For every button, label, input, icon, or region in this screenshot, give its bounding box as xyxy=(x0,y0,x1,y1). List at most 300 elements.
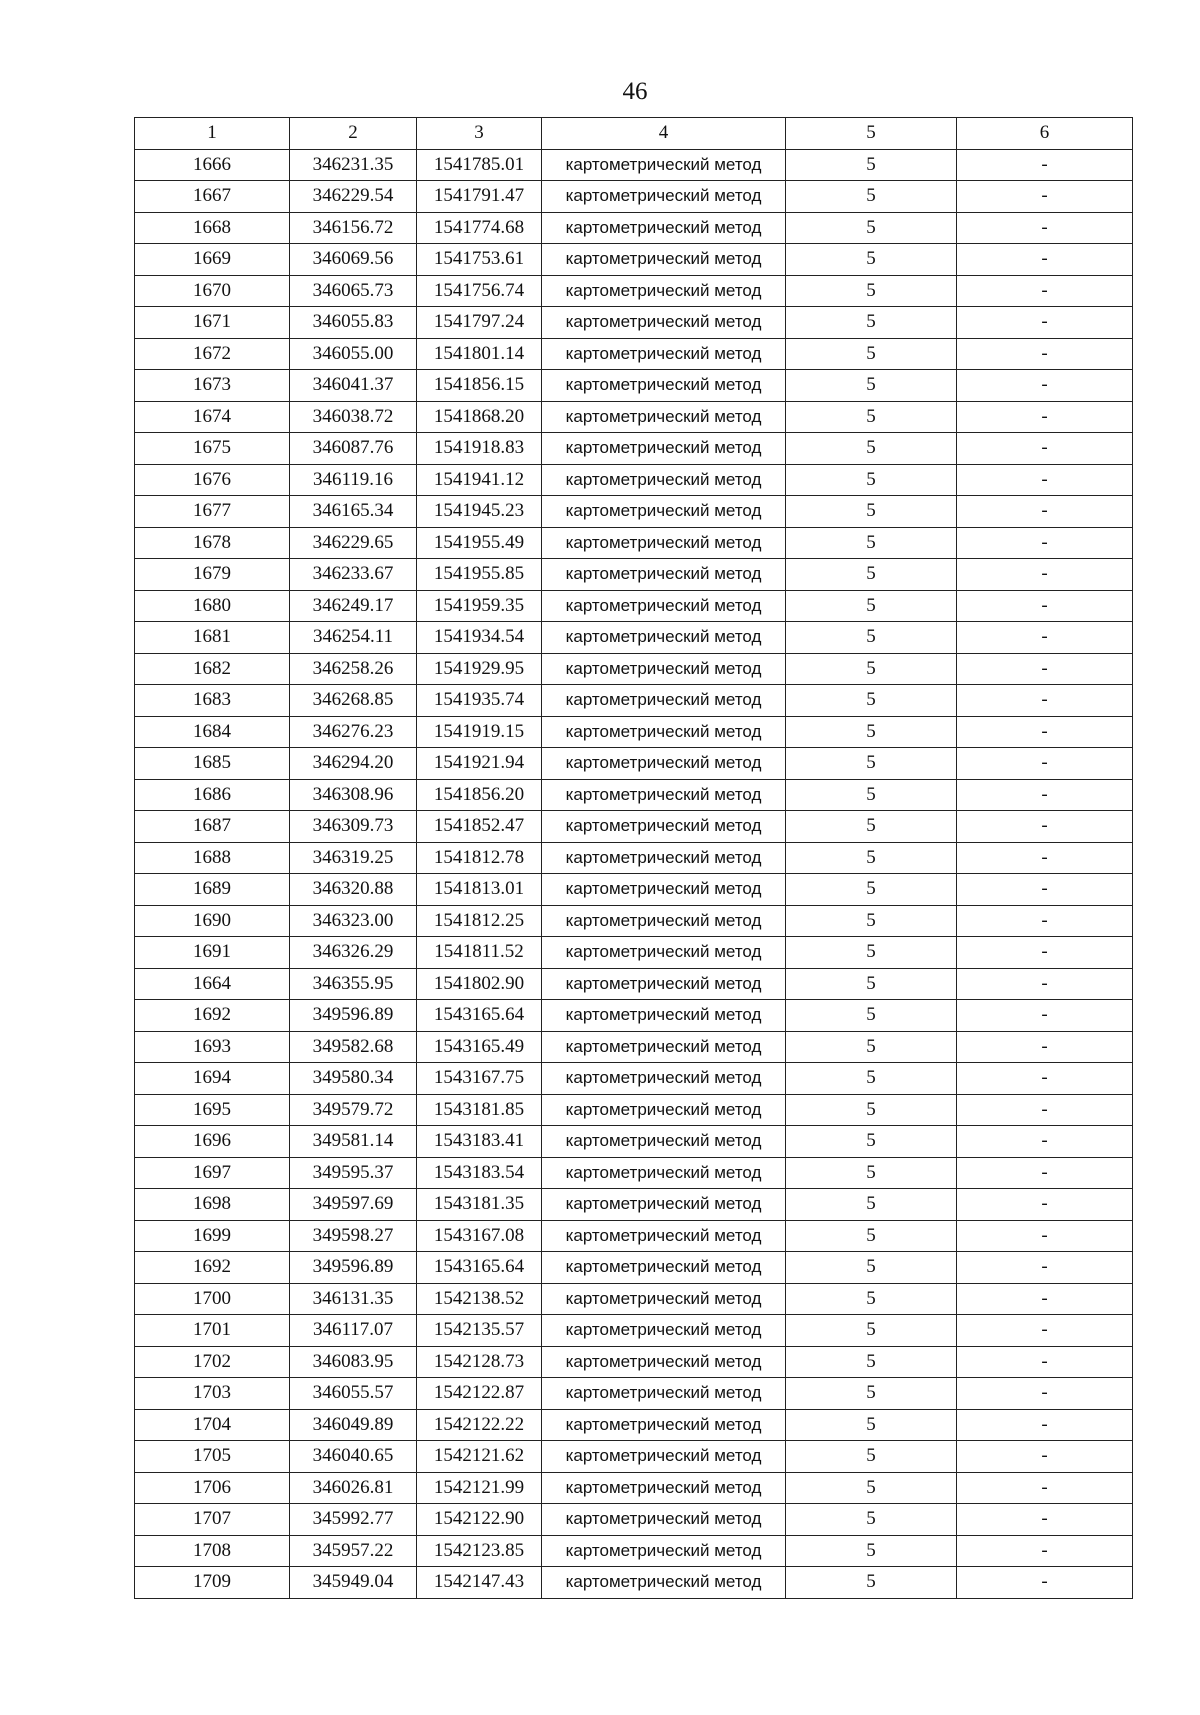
accuracy-cell: 5 xyxy=(786,1409,957,1441)
y-coordinate-cell: 1542121.62 xyxy=(417,1441,542,1473)
table-row xyxy=(135,1220,1133,1252)
x-coordinate-cell: 346258.26 xyxy=(290,653,417,685)
accuracy-cell: 5 xyxy=(786,1157,957,1189)
x-coordinate-cell: 346055.57 xyxy=(290,1378,417,1410)
note-cell: - xyxy=(957,244,1133,276)
note-cell: - xyxy=(957,149,1133,181)
column-header: 5 xyxy=(786,118,957,150)
table-row xyxy=(135,1189,1133,1221)
y-coordinate-cell: 1541785.01 xyxy=(417,149,542,181)
note-cell: - xyxy=(957,1409,1133,1441)
table-row xyxy=(135,401,1133,433)
point-number-cell: 1678 xyxy=(135,527,290,559)
point-number-cell: 1697 xyxy=(135,1157,290,1189)
accuracy-cell: 5 xyxy=(786,1063,957,1095)
x-coordinate-cell: 346083.95 xyxy=(290,1346,417,1378)
point-number-cell: 1681 xyxy=(135,622,290,654)
table-row xyxy=(135,1252,1133,1284)
x-coordinate-cell: 346231.35 xyxy=(290,149,417,181)
y-coordinate-cell: 1541774.68 xyxy=(417,212,542,244)
table-row xyxy=(135,1283,1133,1315)
x-coordinate-cell: 346229.65 xyxy=(290,527,417,559)
method-cell: картометрический метод xyxy=(542,1000,786,1032)
point-number-cell: 1676 xyxy=(135,464,290,496)
y-coordinate-cell: 1541813.01 xyxy=(417,874,542,906)
table-row xyxy=(135,590,1133,622)
point-number-cell: 1667 xyxy=(135,181,290,213)
y-coordinate-cell: 1541955.85 xyxy=(417,559,542,591)
accuracy-cell: 5 xyxy=(786,1252,957,1284)
accuracy-cell: 5 xyxy=(786,716,957,748)
table-row xyxy=(135,181,1133,213)
accuracy-cell: 5 xyxy=(786,1094,957,1126)
table-row xyxy=(135,905,1133,937)
method-cell: картометрический метод xyxy=(542,1409,786,1441)
x-coordinate-cell: 346131.35 xyxy=(290,1283,417,1315)
note-cell: - xyxy=(957,212,1133,244)
point-number-cell: 1687 xyxy=(135,811,290,843)
table-row xyxy=(135,811,1133,843)
accuracy-cell: 5 xyxy=(786,1472,957,1504)
note-cell: - xyxy=(957,1189,1133,1221)
method-cell: картометрический метод xyxy=(542,212,786,244)
y-coordinate-cell: 1541812.78 xyxy=(417,842,542,874)
point-number-cell: 1685 xyxy=(135,748,290,780)
method-cell: картометрический метод xyxy=(542,1220,786,1252)
table-row xyxy=(135,370,1133,402)
method-cell: картометрический метод xyxy=(542,685,786,717)
note-cell: - xyxy=(957,181,1133,213)
accuracy-cell: 5 xyxy=(786,811,957,843)
y-coordinate-cell: 1541919.15 xyxy=(417,716,542,748)
table-row xyxy=(135,1126,1133,1158)
point-number-cell: 1684 xyxy=(135,716,290,748)
y-coordinate-cell: 1541852.47 xyxy=(417,811,542,843)
method-cell: картометрический метод xyxy=(542,968,786,1000)
accuracy-cell: 5 xyxy=(786,905,957,937)
point-number-cell: 1705 xyxy=(135,1441,290,1473)
y-coordinate-cell: 1541756.74 xyxy=(417,275,542,307)
method-cell: картометрический метод xyxy=(542,307,786,339)
table-row xyxy=(135,496,1133,528)
method-cell: картометрический метод xyxy=(542,1063,786,1095)
accuracy-cell: 5 xyxy=(786,874,957,906)
method-cell: картометрический метод xyxy=(542,937,786,969)
accuracy-cell: 5 xyxy=(786,1378,957,1410)
x-coordinate-cell: 346055.00 xyxy=(290,338,417,370)
method-cell: картометрический метод xyxy=(542,559,786,591)
accuracy-cell: 5 xyxy=(786,1535,957,1567)
y-coordinate-cell: 1541868.20 xyxy=(417,401,542,433)
method-cell: картометрический метод xyxy=(542,1315,786,1347)
point-number-cell: 1669 xyxy=(135,244,290,276)
note-cell: - xyxy=(957,1126,1133,1158)
point-number-cell: 1698 xyxy=(135,1189,290,1221)
point-number-cell: 1694 xyxy=(135,1063,290,1095)
accuracy-cell: 5 xyxy=(786,622,957,654)
x-coordinate-cell: 346026.81 xyxy=(290,1472,417,1504)
y-coordinate-cell: 1541791.47 xyxy=(417,181,542,213)
note-cell: - xyxy=(957,1472,1133,1504)
x-coordinate-cell: 346233.67 xyxy=(290,559,417,591)
table-row xyxy=(135,1504,1133,1536)
note-cell: - xyxy=(957,527,1133,559)
point-number-cell: 1668 xyxy=(135,212,290,244)
point-number-cell: 1670 xyxy=(135,275,290,307)
x-coordinate-cell: 346320.88 xyxy=(290,874,417,906)
note-cell: - xyxy=(957,622,1133,654)
point-number-cell: 1709 xyxy=(135,1567,290,1599)
accuracy-cell: 5 xyxy=(786,181,957,213)
x-coordinate-cell: 346268.85 xyxy=(290,685,417,717)
y-coordinate-cell: 1542135.57 xyxy=(417,1315,542,1347)
method-cell: картометрический метод xyxy=(542,1094,786,1126)
table-row xyxy=(135,748,1133,780)
table-row xyxy=(135,1472,1133,1504)
method-cell: картометрический метод xyxy=(542,1567,786,1599)
accuracy-cell: 5 xyxy=(786,1000,957,1032)
note-cell: - xyxy=(957,874,1133,906)
note-cell: - xyxy=(957,1252,1133,1284)
x-coordinate-cell: 349579.72 xyxy=(290,1094,417,1126)
accuracy-cell: 5 xyxy=(786,433,957,465)
table-row xyxy=(135,1441,1133,1473)
method-cell: картометрический метод xyxy=(542,1189,786,1221)
y-coordinate-cell: 1543167.75 xyxy=(417,1063,542,1095)
method-cell: картометрический метод xyxy=(542,1126,786,1158)
y-coordinate-cell: 1543181.35 xyxy=(417,1189,542,1221)
table-row xyxy=(135,842,1133,874)
note-cell: - xyxy=(957,464,1133,496)
x-coordinate-cell: 349582.68 xyxy=(290,1031,417,1063)
note-cell: - xyxy=(957,1220,1133,1252)
point-number-cell: 1689 xyxy=(135,874,290,906)
table-row xyxy=(135,1031,1133,1063)
note-cell: - xyxy=(957,716,1133,748)
accuracy-cell: 5 xyxy=(786,1189,957,1221)
x-coordinate-cell: 346041.37 xyxy=(290,370,417,402)
table-row xyxy=(135,653,1133,685)
note-cell: - xyxy=(957,1283,1133,1315)
table-row xyxy=(135,464,1133,496)
y-coordinate-cell: 1543165.64 xyxy=(417,1000,542,1032)
note-cell: - xyxy=(957,590,1133,622)
point-number-cell: 1673 xyxy=(135,370,290,402)
table-row xyxy=(135,1535,1133,1567)
x-coordinate-cell: 346323.00 xyxy=(290,905,417,937)
accuracy-cell: 5 xyxy=(786,1346,957,1378)
note-cell: - xyxy=(957,842,1133,874)
note-cell: - xyxy=(957,811,1133,843)
note-cell: - xyxy=(957,1157,1133,1189)
x-coordinate-cell: 346355.95 xyxy=(290,968,417,1000)
method-cell: картометрический метод xyxy=(542,874,786,906)
note-cell: - xyxy=(957,1567,1133,1599)
y-coordinate-cell: 1541934.54 xyxy=(417,622,542,654)
note-cell: - xyxy=(957,338,1133,370)
table-row xyxy=(135,307,1133,339)
y-coordinate-cell: 1541797.24 xyxy=(417,307,542,339)
accuracy-cell: 5 xyxy=(786,653,957,685)
method-cell: картометрический метод xyxy=(542,149,786,181)
table-row xyxy=(135,685,1133,717)
y-coordinate-cell: 1541802.90 xyxy=(417,968,542,1000)
point-number-cell: 1680 xyxy=(135,590,290,622)
point-number-cell: 1696 xyxy=(135,1126,290,1158)
x-coordinate-cell: 346276.23 xyxy=(290,716,417,748)
method-cell: картометрический метод xyxy=(542,1441,786,1473)
y-coordinate-cell: 1542128.73 xyxy=(417,1346,542,1378)
table-row xyxy=(135,937,1133,969)
table-row xyxy=(135,338,1133,370)
x-coordinate-cell: 346117.07 xyxy=(290,1315,417,1347)
x-coordinate-cell: 346119.16 xyxy=(290,464,417,496)
table-row xyxy=(135,1063,1133,1095)
table-row xyxy=(135,244,1133,276)
x-coordinate-cell: 346165.34 xyxy=(290,496,417,528)
method-cell: картометрический метод xyxy=(542,716,786,748)
table-row xyxy=(135,1157,1133,1189)
point-number-cell: 1693 xyxy=(135,1031,290,1063)
point-number-cell: 1695 xyxy=(135,1094,290,1126)
accuracy-cell: 5 xyxy=(786,937,957,969)
note-cell: - xyxy=(957,496,1133,528)
table-row xyxy=(135,779,1133,811)
y-coordinate-cell: 1541918.83 xyxy=(417,433,542,465)
x-coordinate-cell: 346319.25 xyxy=(290,842,417,874)
note-cell: - xyxy=(957,748,1133,780)
y-coordinate-cell: 1542138.52 xyxy=(417,1283,542,1315)
y-coordinate-cell: 1541959.35 xyxy=(417,590,542,622)
point-number-cell: 1674 xyxy=(135,401,290,433)
point-number-cell: 1701 xyxy=(135,1315,290,1347)
table-row xyxy=(135,559,1133,591)
x-coordinate-cell: 349596.89 xyxy=(290,1252,417,1284)
method-cell: картометрический метод xyxy=(542,275,786,307)
accuracy-cell: 5 xyxy=(786,212,957,244)
note-cell: - xyxy=(957,1504,1133,1536)
point-number-cell: 1691 xyxy=(135,937,290,969)
x-coordinate-cell: 349581.14 xyxy=(290,1126,417,1158)
method-cell: картометрический метод xyxy=(542,905,786,937)
point-number-cell: 1671 xyxy=(135,307,290,339)
x-coordinate-cell: 349597.69 xyxy=(290,1189,417,1221)
accuracy-cell: 5 xyxy=(786,779,957,811)
table-row xyxy=(135,212,1133,244)
x-coordinate-cell: 349580.34 xyxy=(290,1063,417,1095)
x-coordinate-cell: 346326.29 xyxy=(290,937,417,969)
note-cell: - xyxy=(957,905,1133,937)
y-coordinate-cell: 1541955.49 xyxy=(417,527,542,559)
note-cell: - xyxy=(957,401,1133,433)
method-cell: картометрический метод xyxy=(542,401,786,433)
column-header: 1 xyxy=(135,118,290,150)
note-cell: - xyxy=(957,1315,1133,1347)
method-cell: картометрический метод xyxy=(542,244,786,276)
method-cell: картометрический метод xyxy=(542,496,786,528)
x-coordinate-cell: 346049.89 xyxy=(290,1409,417,1441)
column-header: 3 xyxy=(417,118,542,150)
note-cell: - xyxy=(957,275,1133,307)
point-number-cell: 1708 xyxy=(135,1535,290,1567)
accuracy-cell: 5 xyxy=(786,149,957,181)
x-coordinate-cell: 345992.77 xyxy=(290,1504,417,1536)
y-coordinate-cell: 1541812.25 xyxy=(417,905,542,937)
accuracy-cell: 5 xyxy=(786,842,957,874)
accuracy-cell: 5 xyxy=(786,1441,957,1473)
accuracy-cell: 5 xyxy=(786,307,957,339)
y-coordinate-cell: 1543183.41 xyxy=(417,1126,542,1158)
method-cell: картометрический метод xyxy=(542,338,786,370)
method-cell: картометрический метод xyxy=(542,1157,786,1189)
method-cell: картометрический метод xyxy=(542,1252,786,1284)
accuracy-cell: 5 xyxy=(786,1283,957,1315)
point-number-cell: 1692 xyxy=(135,1000,290,1032)
table-row xyxy=(135,1346,1133,1378)
point-number-cell: 1679 xyxy=(135,559,290,591)
point-number-cell: 1704 xyxy=(135,1409,290,1441)
note-cell: - xyxy=(957,370,1133,402)
accuracy-cell: 5 xyxy=(786,1126,957,1158)
accuracy-cell: 5 xyxy=(786,401,957,433)
note-cell: - xyxy=(957,1441,1133,1473)
note-cell: - xyxy=(957,1063,1133,1095)
x-coordinate-cell: 346087.76 xyxy=(290,433,417,465)
x-coordinate-cell: 346229.54 xyxy=(290,181,417,213)
x-coordinate-cell: 346040.65 xyxy=(290,1441,417,1473)
table-row xyxy=(135,874,1133,906)
point-number-cell: 1664 xyxy=(135,968,290,1000)
point-number-cell: 1699 xyxy=(135,1220,290,1252)
table-row xyxy=(135,1567,1133,1599)
accuracy-cell: 5 xyxy=(786,590,957,622)
accuracy-cell: 5 xyxy=(786,968,957,1000)
method-cell: картометрический метод xyxy=(542,779,786,811)
note-cell: - xyxy=(957,968,1133,1000)
table-row xyxy=(135,968,1133,1000)
table-row xyxy=(135,716,1133,748)
method-cell: картометрический метод xyxy=(542,842,786,874)
table-row xyxy=(135,1315,1133,1347)
point-number-cell: 1688 xyxy=(135,842,290,874)
method-cell: картометрический метод xyxy=(542,811,786,843)
table-row xyxy=(135,1094,1133,1126)
y-coordinate-cell: 1541801.14 xyxy=(417,338,542,370)
point-number-cell: 1690 xyxy=(135,905,290,937)
note-cell: - xyxy=(957,1346,1133,1378)
column-header: 2 xyxy=(290,118,417,150)
method-cell: картометрический метод xyxy=(542,1346,786,1378)
x-coordinate-cell: 346309.73 xyxy=(290,811,417,843)
method-cell: картометрический метод xyxy=(542,1472,786,1504)
note-cell: - xyxy=(957,1535,1133,1567)
point-number-cell: 1666 xyxy=(135,149,290,181)
y-coordinate-cell: 1543183.54 xyxy=(417,1157,542,1189)
note-cell: - xyxy=(957,779,1133,811)
method-cell: картометрический метод xyxy=(542,1535,786,1567)
accuracy-cell: 5 xyxy=(786,464,957,496)
column-header: 4 xyxy=(542,118,786,150)
point-number-cell: 1675 xyxy=(135,433,290,465)
table-row xyxy=(135,1000,1133,1032)
x-coordinate-cell: 346069.56 xyxy=(290,244,417,276)
x-coordinate-cell: 346249.17 xyxy=(290,590,417,622)
x-coordinate-cell: 349595.37 xyxy=(290,1157,417,1189)
x-coordinate-cell: 346156.72 xyxy=(290,212,417,244)
note-cell: - xyxy=(957,1094,1133,1126)
note-cell: - xyxy=(957,433,1133,465)
y-coordinate-cell: 1542147.43 xyxy=(417,1567,542,1599)
method-cell: картометрический метод xyxy=(542,464,786,496)
point-number-cell: 1703 xyxy=(135,1378,290,1410)
y-coordinate-cell: 1542121.99 xyxy=(417,1472,542,1504)
note-cell: - xyxy=(957,1378,1133,1410)
table-row xyxy=(135,1409,1133,1441)
y-coordinate-cell: 1541945.23 xyxy=(417,496,542,528)
y-coordinate-cell: 1541856.20 xyxy=(417,779,542,811)
table-header-row xyxy=(135,118,1133,150)
point-number-cell: 1677 xyxy=(135,496,290,528)
x-coordinate-cell: 346254.11 xyxy=(290,622,417,654)
note-cell: - xyxy=(957,307,1133,339)
method-cell: картометрический метод xyxy=(542,1378,786,1410)
x-coordinate-cell: 346065.73 xyxy=(290,275,417,307)
x-coordinate-cell: 346294.20 xyxy=(290,748,417,780)
method-cell: картометрический метод xyxy=(542,1031,786,1063)
point-number-cell: 1707 xyxy=(135,1504,290,1536)
point-number-cell: 1686 xyxy=(135,779,290,811)
accuracy-cell: 5 xyxy=(786,527,957,559)
method-cell: картометрический метод xyxy=(542,370,786,402)
note-cell: - xyxy=(957,559,1133,591)
accuracy-cell: 5 xyxy=(786,1031,957,1063)
method-cell: картометрический метод xyxy=(542,622,786,654)
x-coordinate-cell: 346055.83 xyxy=(290,307,417,339)
column-header: 6 xyxy=(957,118,1133,150)
note-cell: - xyxy=(957,653,1133,685)
y-coordinate-cell: 1542123.85 xyxy=(417,1535,542,1567)
accuracy-cell: 5 xyxy=(786,275,957,307)
table-row xyxy=(135,527,1133,559)
y-coordinate-cell: 1541856.15 xyxy=(417,370,542,402)
accuracy-cell: 5 xyxy=(786,748,957,780)
point-number-cell: 1682 xyxy=(135,653,290,685)
method-cell: картометрический метод xyxy=(542,590,786,622)
table-row xyxy=(135,275,1133,307)
method-cell: картометрический метод xyxy=(542,653,786,685)
method-cell: картометрический метод xyxy=(542,433,786,465)
y-coordinate-cell: 1543167.08 xyxy=(417,1220,542,1252)
y-coordinate-cell: 1542122.87 xyxy=(417,1378,542,1410)
y-coordinate-cell: 1541941.12 xyxy=(417,464,542,496)
table-row xyxy=(135,433,1133,465)
page-number: 46 xyxy=(622,78,648,105)
point-number-cell: 1700 xyxy=(135,1283,290,1315)
point-number-cell: 1672 xyxy=(135,338,290,370)
accuracy-cell: 5 xyxy=(786,370,957,402)
y-coordinate-cell: 1541935.74 xyxy=(417,685,542,717)
method-cell: картометрический метод xyxy=(542,181,786,213)
method-cell: картометрический метод xyxy=(542,748,786,780)
y-coordinate-cell: 1542122.22 xyxy=(417,1409,542,1441)
method-cell: картометрический метод xyxy=(542,1504,786,1536)
y-coordinate-cell: 1541921.94 xyxy=(417,748,542,780)
accuracy-cell: 5 xyxy=(786,496,957,528)
x-coordinate-cell: 346308.96 xyxy=(290,779,417,811)
accuracy-cell: 5 xyxy=(786,1315,957,1347)
x-coordinate-cell: 349598.27 xyxy=(290,1220,417,1252)
accuracy-cell: 5 xyxy=(786,1567,957,1599)
